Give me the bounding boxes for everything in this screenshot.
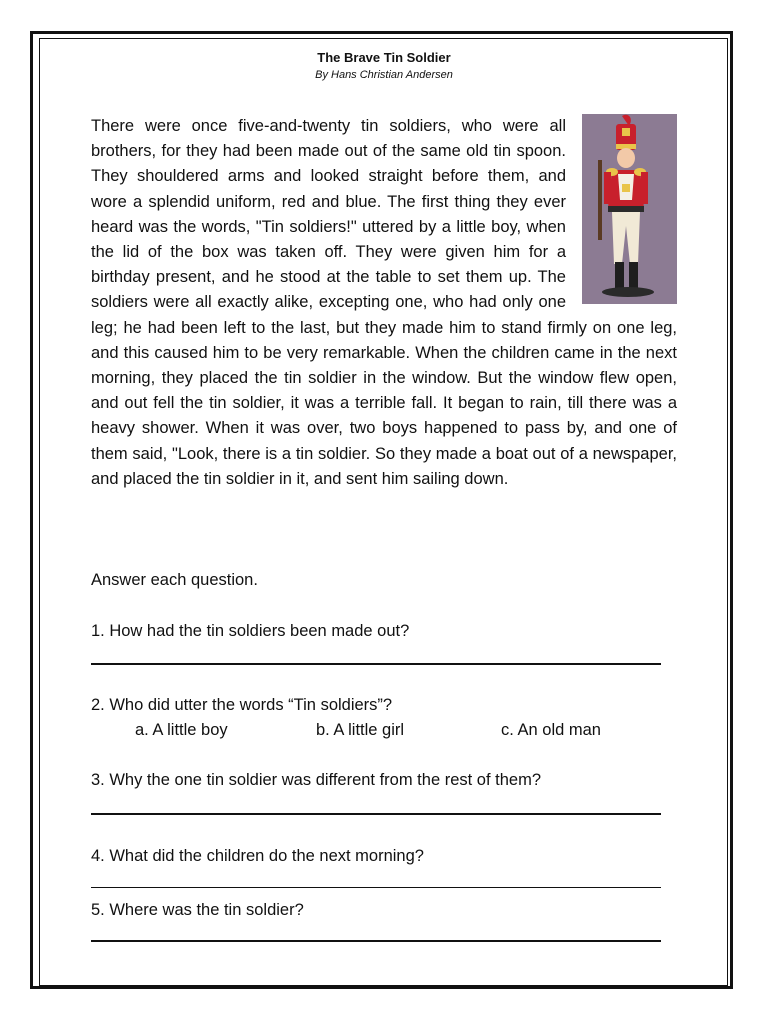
tin-soldier-illustration — [582, 114, 677, 304]
worksheet-author: By Hans Christian Andersen — [315, 69, 453, 81]
story-text: There were once five-and-twenty tin soldiers, who were all brothers, for they had been made out of the same old tin spoon. They shouldered arms and looked straight before them, and wore a splendid uniform, red and blue. The first thing they ever heard was the words, "Tin soldiers!" uttered by a little boy, when the lid of the box was taken off. They were given him for a birthday present, and he stood at the table to set them up. The soldiers were all exactly alike, excepting one, who had only one leg; he had been left to the last, but they made him to stand firmly on one leg, and this caused him to be very remarkable. When the children came in the next morning, they placed the tin soldier in the window. But the window flew open, and out fell the tin soldier, it was a terrible fall. It began to rain, till there was a heavy shower. When it was over, two boys happened to pass by, and one of them said, "Look, there is a tin soldier. So they made a boat out of a newspaper, and placed the tin soldier in it, and sent him sailing down. — [91, 117, 677, 488]
answer-line-1[interactable] — [91, 663, 661, 665]
answer-line-5[interactable] — [91, 940, 661, 942]
instructions: Answer each question. — [91, 571, 258, 589]
worksheet-title: The Brave Tin Soldier — [317, 50, 451, 65]
answer-line-3[interactable] — [91, 813, 661, 815]
question-4: 4. What did the children do the next morning? — [91, 847, 424, 865]
option-a[interactable]: a. A little boy — [135, 721, 228, 739]
question-2: 2. Who did utter the words “Tin soldiers”? — [91, 696, 393, 714]
answer-line-4[interactable] — [91, 887, 661, 888]
option-b[interactable]: b. A little girl — [316, 721, 405, 739]
question-5: 5. Where was the tin soldier? — [91, 901, 304, 919]
question-1: 1. How had the tin soldiers been made out? — [91, 622, 410, 640]
story-block — [91, 114, 677, 492]
question-2-options — [135, 719, 655, 741]
option-c[interactable]: c. An old man — [501, 721, 601, 739]
question-3: 3. Why the one tin soldier was different from the rest of them? — [91, 771, 541, 789]
